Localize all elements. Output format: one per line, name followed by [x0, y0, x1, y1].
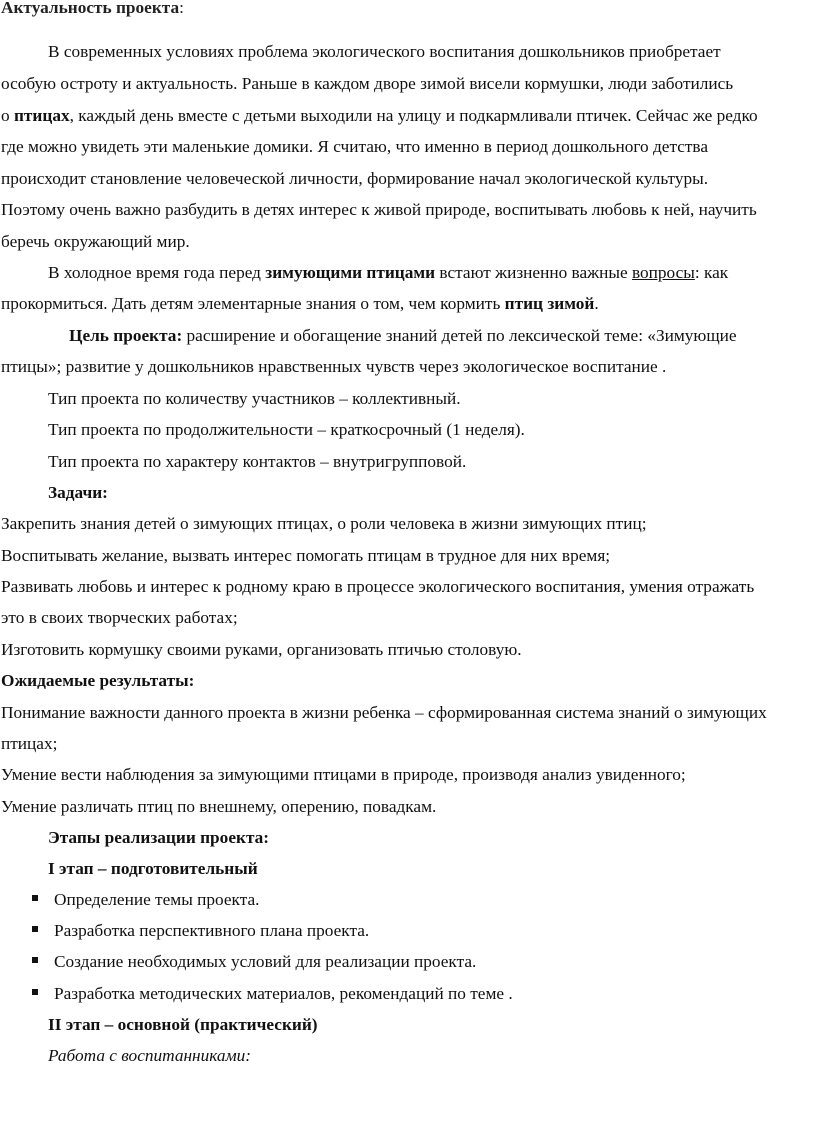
relevance-p2-line-2 — [1, 293, 599, 315]
project-type-duration: Тип проекта по продолжительности – краткосрочный (1 неделя). — [48, 420, 525, 439]
p2-text-a: В холодное время года перед — [48, 263, 266, 282]
task-line-3: Развивать любовь и интерес к родному краю в процессе экологического воспитания, умения отражать — [1, 577, 755, 596]
wintering-birds-bold-term: зимующими птицами — [265, 263, 436, 282]
goal-line-1 — [69, 325, 737, 347]
goal-text-1: расширение и обогащение знаний детей по лексической теме: «Зимующие — [182, 326, 737, 345]
birds-in-winter-bold-term: птиц зимой — [504, 294, 595, 313]
goal-label: Цель проекта: — [69, 326, 183, 345]
bullet-marker — [32, 957, 38, 963]
project-type-contacts: Тип проекта по характеру контактов – внутригрупповой. — [48, 452, 467, 471]
stages-heading: Этапы реализации проекта: — [48, 828, 270, 847]
work-with-pupils-heading: Работа с воспитанниками: — [48, 1046, 251, 1065]
relevance-line-3-pre: о — [1, 106, 14, 125]
project-type-participants: Тип проекта по количеству участников – коллективный. — [48, 389, 461, 408]
questions-link[interactable]: вопросы — [631, 263, 695, 282]
result-line-1: Понимание важности данного проекта в жизни ребенка – сформированная система знаний о зимующих — [1, 703, 767, 722]
relevance-line-1: В современных условиях проблема экологического воспитания дошкольников приобретает — [48, 42, 721, 61]
relevance-line-2: особую остроту и актуальность. Раньше в каждом дворе зимой висели кормушки, люди заботились — [1, 74, 734, 93]
relevance-line-6: Поэтому очень важно разбудить в детях интерес к живой природе, воспитывать любовь к ней, научить — [1, 200, 757, 219]
stage-1-bullet-3: Создание необходимых условий для реализации проекта. — [54, 952, 477, 971]
stage-2-heading: II этап – основной (практический) — [48, 1015, 318, 1034]
bullet-marker — [32, 926, 38, 932]
task-line-4: это в своих творческих работах; — [1, 608, 238, 627]
birds-bold-term: птицах — [13, 106, 70, 125]
task-line-2: Воспитывать желание, вызвать интерес помогать птицам в трудное для них время; — [1, 546, 611, 565]
stage-1-bullet-4: Разработка методических материалов, рекомендаций по теме . — [54, 984, 513, 1003]
relevance-title-colon: : — [179, 0, 184, 17]
task-line-1: Закрепить знания детей о зимующих птицах, о роли человека в жизни зимующих птиц; — [1, 514, 647, 533]
bullet-marker — [32, 895, 38, 901]
relevance-line-7: беречь окружающий мир. — [1, 232, 190, 251]
tasks-heading: Задачи: — [48, 483, 108, 502]
result-line-3: Умение вести наблюдения за зимующими птицами в природе, производя анализ увиденного; — [1, 765, 686, 784]
task-line-5: Изготовить кормушку своими руками, организовать птичью столовую. — [1, 640, 522, 659]
results-heading: Ожидаемые результаты: — [1, 671, 195, 690]
relevance-line-3 — [1, 105, 758, 127]
relevance-line-5: происходит становление человеческой личности, формирование начал экологической культуры. — [1, 169, 709, 188]
result-line-4: Умение различать птиц по внешнему, оперению, повадкам. — [1, 797, 437, 816]
result-line-2: птицах; — [1, 734, 58, 753]
relevance-line-4: где можно увидеть эти маленькие домики. Я считаю, что именно в период дошкольного детства — [1, 137, 709, 156]
relevance-heading — [1, 0, 184, 19]
p2-line2-text-a: прокормиться. Дать детям элементарные знания о том, чем кормить — [1, 294, 505, 313]
relevance-line-3-post: , каждый день вместе с детьми выходили на улицу и подкармливали птичек. Сейчас же редко — [69, 106, 758, 125]
p2-line2-text-b: . — [594, 294, 599, 313]
goal-line-2: птицы»; развитие у дошкольников нравственных чувств через экологическое воспитание . — [1, 357, 667, 376]
relevance-p2-line-1 — [48, 262, 728, 284]
relevance-title: Актуальность проекта — [1, 0, 180, 17]
p2-text-c: : как — [694, 263, 729, 282]
bullet-marker — [32, 989, 38, 995]
stage-1-bullet-2: Разработка перспективного плана проекта. — [54, 921, 370, 940]
p2-text-b: встают жизненно важные — [435, 263, 632, 282]
stage-1-heading: I этап – подготовительный — [48, 859, 258, 878]
stage-1-bullet-1: Определение темы проекта. — [54, 890, 260, 909]
